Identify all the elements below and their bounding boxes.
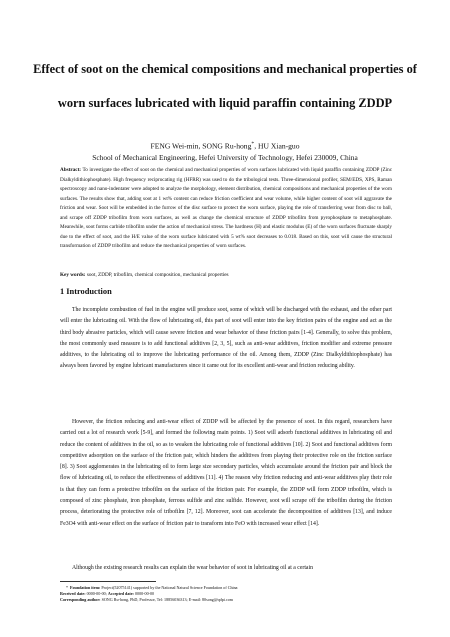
received-value: 0000-00-00;: [86, 591, 107, 596]
paper-title-line-2: worn surfaces lubricated with liquid paraffin containing ZDDP: [57, 96, 393, 110]
corresponding-author-mark: *: [251, 141, 255, 147]
authors-primary: FENG Wei-min, SONG Ru-hong: [150, 141, 252, 151]
corresponding-text: SONG Ru-hong, PhD, Professor, Tel: 18856036313; E-mail: 80song@qdpi.com: [101, 597, 233, 602]
keywords-label: Key words:: [60, 272, 86, 278]
footnote-label: Foundation item:: [70, 585, 101, 590]
section-heading: 1 Introduction: [60, 287, 112, 296]
footnote-corresponding: [60, 597, 400, 603]
footnote-divider: [60, 581, 156, 582]
abstract: [60, 166, 392, 252]
keywords-text: soot, ZDDP, tribofilm, chemical composition, mechanical properties: [86, 272, 229, 278]
affiliation: School of Mechanical Engineering, Hefei University of Technology, Hefei 230009, China: [92, 153, 358, 162]
abstract-label: Abstract:: [60, 167, 82, 173]
intro-paragraph-2: However, the friction reducing and anti-wear effect of ZDDP will be affected by the presence of soot. In this regard, researchers have carried out a lot of research work [5-9], and formed the following main points. 1) Soot will adsorb functional additives in lubricating oil and reduce the content of additives in the oil, so as to weaken the lubricating role of functional additives [10]. 2) Soot and functional additives form competitive adsorption on the surface of the friction pair, which hinders the additives from playing their protective role on the friction surface [8]. 3) Soot agglomerates in the lubricating oil to form large size secondary particles, which accumulate around the friction pair and block the flow of lubricating oil, to reduce the effectiveness of additives [11]. 4) The reason why friction reducing and anti-wear additives play their role is that they can form a protective tribofilm on the surface of the friction pair. For example, the ZDDP will form ZDDP tribofilm, which is composed of zinc phosphate, iron phosphate, ferrous sulfide and zinc sulfide. However, soot will scrape off the tribofilm during the friction process, deteriorating the protective role of tribofilm [7, 12]. Moreover, soot can accelerate the decomposition of additives [13], and induce Fe3O4 with anti-wear effect on the surface of friction pair to transform into FeO with increased wear effect [14].: [60, 419, 392, 527]
received-label: Received date:: [60, 591, 86, 596]
corresponding-label: Corresponding author:: [60, 597, 101, 602]
keywords: [60, 271, 392, 280]
authors-secondary: , HU Xian-guo: [254, 141, 300, 151]
footnote-text: Project(52075141) supported by the National Natural Science Foundation of China: [101, 585, 238, 590]
footnote-mark: *: [66, 585, 68, 590]
author-list: [0, 140, 450, 151]
paper-title-line-1: Effect of soot on the chemical compositions and mechanical properties of: [33, 62, 417, 76]
intro-paragraph-1: The incomplete combustion of fuel in the engine will produce soot, some of which will be discharged with the exhaust, and the other part will enter the lubricating oil. With the flow of lubricating oil, this part of soot will enter into the key friction pairs of the engine and act as the third body abrasive particles, which will cause severe friction and wear behavior of these friction pairs [1-4]. Generally, to solve this problem, the most commonly used measure is to add functional additives [2, 3, 5], such as anti-wear additives, friction modifier and extreme pressure additives, to the lubricating oil to improve the lubricating performance of the oil. Among them, ZDDP (Zinc Dialkyldithiophosphate) has always been favored by engine lubricant manufacturers since it came out for its excellent anti-wear and friction reducing ability.: [60, 307, 392, 370]
accepted-label: Accepted date:: [107, 591, 134, 596]
abstract-text: To investigate the effect of soot on the chemical and mechanical properties of worn surfaces lubricated with liquid paraffin containing ZDDP (Zinc Dialkyldithiophosphate). High frequency reciprocating rig (HFRR) was used to do the tribological tests. Three-dimensional profiler, SEM/EDS, XPS, Raman spectroscopy and nano-indentater were adopted to analyze the morphology, element distribution, chemical compositions and mechanical properties of the worn surfaces. The results show that, adding soot at 1 wt% content can reduce friction coefficient and wear volume, while higher content of soot will aggravate the friction and wear. Soot will be embedded in the furrow of the disc surface to protect the worn surface, playing the role of transferring wear from disc to ball, and scrape off ZDDP tribofilm from worn surfaces, as well as change the chemical structure of ZDDP tribofilm from pyrophosphate to metaphosphate. Meanwhile, soot forms carbide tribofilm under the action of mechanical stress. The hardness (H) and elastic modulus (E) of the worn surfaces fluctuate sharply due to the effect of soot, and the H/E value of the worn surface lubricated with 5 wt% soot decreases to 0.018. Based on this, soot will cause the structural transformation of ZDDP tribofilm and reduce the mechanical properties of worn surfaces.: [60, 167, 392, 250]
intro-paragraph-3: Although the existing research results can explain the wear behavior of soot in lubricating oil at a certain: [72, 565, 313, 571]
accepted-value: 0000-00-00: [134, 591, 155, 596]
